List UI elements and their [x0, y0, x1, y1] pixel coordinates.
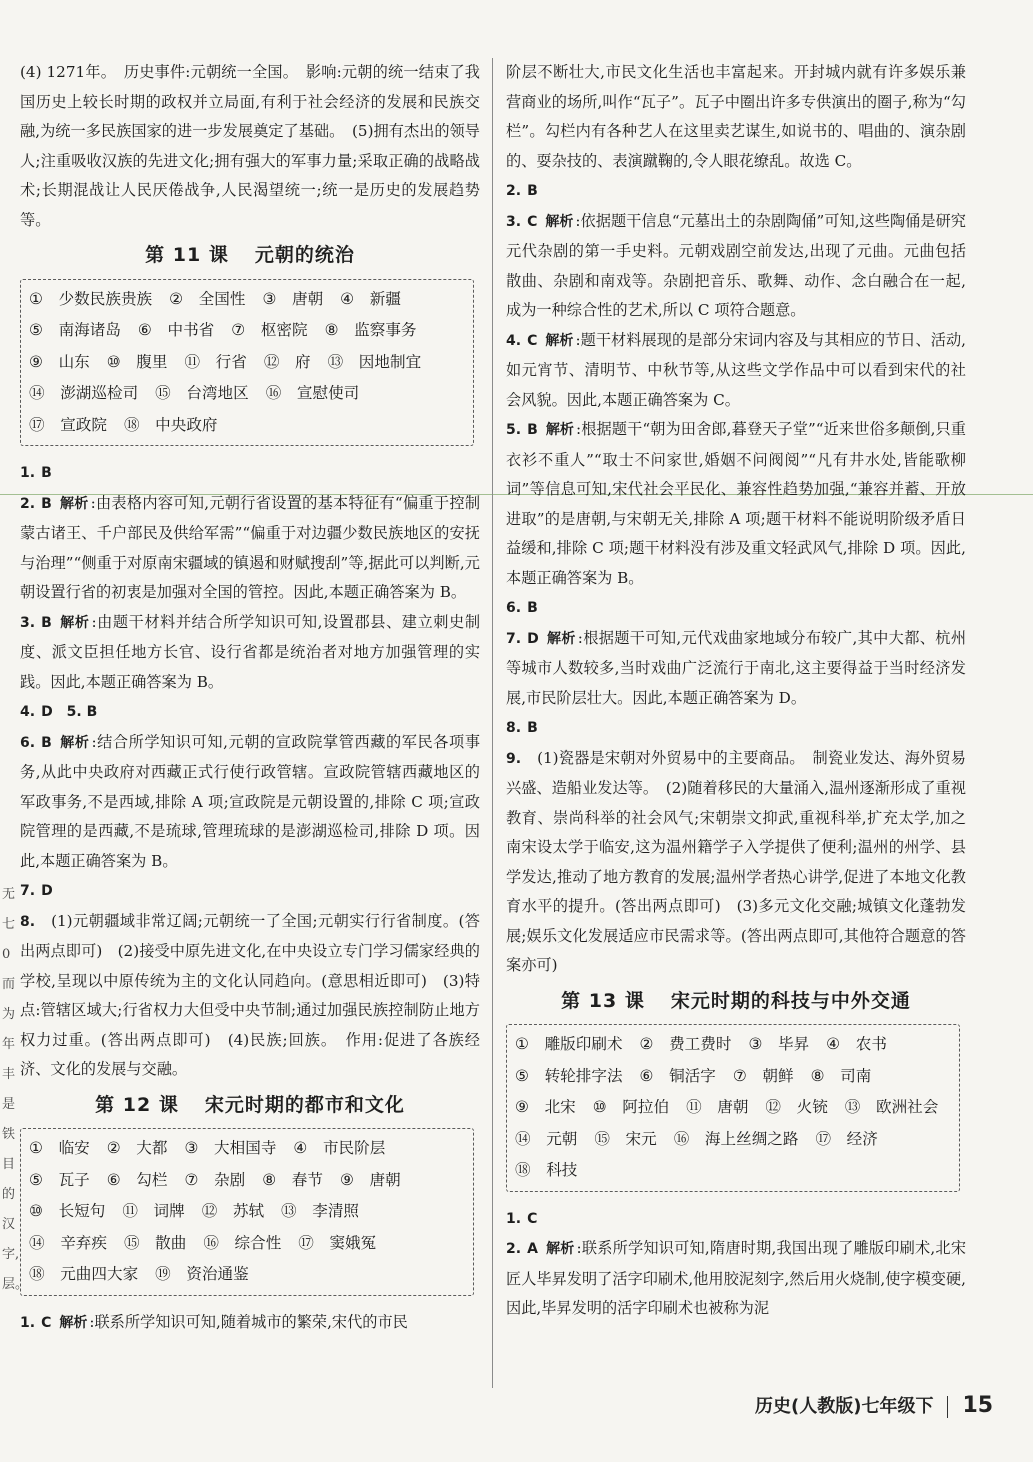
- keyword-item: ⑭ 辛弃疾: [29, 1233, 107, 1252]
- answer-tag: D: [41, 883, 53, 899]
- keyword-item: ⑱ 科技: [515, 1161, 578, 1179]
- margin-fragment: 是: [2, 1097, 16, 1112]
- answer-text: :由题干材料并结合所学知识可知,设置郡县、建立刺史制度、派文臣担任地方长官、设行省都是统治者对地方加强管理的实践。因此,本题正确答案为 B。: [20, 612, 481, 691]
- keyword-item: ⑪ 词牌: [122, 1202, 185, 1220]
- footer-separator: [947, 1396, 948, 1418]
- keyword-item: ⑮ 散曲: [123, 1233, 187, 1252]
- keyword-item: ⑤ 瓦子: [29, 1170, 90, 1189]
- answer-n: 3.: [20, 614, 36, 631]
- answer-n: 8.: [506, 720, 522, 736]
- left-column: [20, 58, 480, 1338]
- answer-n: 1.: [20, 465, 36, 481]
- keyword-item: ⑦ 枢密院: [231, 321, 308, 339]
- keyword-item: ⑦ 朝鲜: [732, 1066, 794, 1085]
- lesson-name: 宋元时期的都市和文化: [204, 1093, 405, 1116]
- answer-text: :根据题干“朝为田舍郎,暮登天子堂”“近来世俗多颠倒,只重衣衫不重人”“取士不问家世,婚姻不问阀阅”“凡有井水处,皆能歌柳词”等信息可知,宋代社会平民化、兼容性趋势加强,“兼容并蓄、开放进取”的是唐朝,与宋朝无关,排除 A 项;题干材料不能说明阶级矛盾日益缓和,排除 C 项;题干材料没有涉及重文轻武风气,排除 D 项。因此,本题正确答案为 B。: [506, 420, 966, 587]
- keyword-item: ⑪ 唐朝: [686, 1098, 749, 1116]
- answer-tag: B: [41, 465, 52, 481]
- lesson-name: 元朝的统治: [254, 244, 355, 266]
- keyword-item: ⑥ 中书省: [137, 321, 215, 339]
- answer-item: [506, 1204, 966, 1235]
- answer-item: [506, 593, 966, 624]
- answer-n: 7.: [20, 883, 36, 899]
- answer-item: [20, 697, 480, 728]
- answer-tag: B: [41, 495, 52, 512]
- answer-item: [20, 876, 480, 907]
- lesson-13-keywords: [506, 1024, 960, 1192]
- answer-jx: 解析: [546, 630, 576, 647]
- margin-fragment: 字,: [2, 1247, 20, 1262]
- answer-n: 1.: [506, 1210, 522, 1227]
- keyword-item: ① 雕版印刷术: [515, 1035, 623, 1053]
- lesson-12-keywords: [20, 1128, 474, 1296]
- page-footer: [755, 1392, 993, 1418]
- answer-tag: D 5. B: [41, 704, 98, 720]
- answer-n: 2.: [20, 495, 36, 512]
- keyword-item: ⑩ 阿拉伯: [592, 1098, 670, 1116]
- keyword-item: ⑯ 综合性: [203, 1233, 282, 1252]
- keyword-item: ⑥ 铜活字: [639, 1066, 716, 1085]
- margin-fragment: 的: [2, 1187, 16, 1202]
- answer-item: 1. C 解析 :联系所学知识可知,随着城市的繁荣,宋代的市民: [20, 1312, 408, 1331]
- answer-jx: 解析: [545, 422, 575, 438]
- keyword-item: ⑮ 台湾地区: [155, 384, 249, 402]
- margin-fragment: 而: [2, 977, 16, 992]
- answer-text: (1)元朝疆域非常辽阔;元朝统一了全国;元朝实行行省制度。(答出两点即可) (2)接受中原先进文化,在中央设立专门学习儒家经典的学校,呈现以中原传统为主的文化认同趋向。(意思相近即可) (3)特点:管辖区域大;行省权力大但受中央节制;通过加强民族控制防止地方权力过重。(答出两点即可) (4)民族;回族。 作用:促进了各族经济、文化的发展与交融。: [20, 911, 480, 1078]
- keyword-item: ① 临安: [29, 1139, 90, 1157]
- answer-n: 4.: [20, 704, 36, 720]
- keyword-item: ⑦ 杂剧: [184, 1170, 246, 1189]
- answer-text: :由表格内容可知,元朝行省设置的基本特征有“偏重于控制蒙古诸王、千户部民及供给军需”“偏重于对边疆少数民族地区的安抚与治理”“侧重于对原南宋疆域的镇遏和财赋搜刮”等,据此可以判断,元朝设置行省的初衷是加强对全国的管控。因此,本题正确答案为 B。: [20, 493, 481, 601]
- answer-n: 6.: [20, 734, 36, 751]
- answer-n: 6.: [506, 600, 522, 616]
- keyword-item: ⑭ 元朝: [515, 1129, 578, 1148]
- keyword-item: ② 全国性: [169, 289, 246, 308]
- keyword-item: ③ 唐朝: [262, 289, 324, 308]
- keyword-item: ② 大都: [106, 1139, 168, 1157]
- keyword-item: ⑯ 宣慰使司: [265, 384, 360, 402]
- keyword-item: ⑬ 欧洲社会: [844, 1098, 939, 1116]
- answer-jx: 解析: [59, 614, 90, 631]
- continuation-text: 阶层不断壮大,市民文化生活也丰富起来。开封城内就有许多娱乐兼营商业的场所,叫作“瓦子”。瓦子中圈出许多专供演出的圈子,称为“勾栏”。勾栏内有各种艺人在这里卖艺谋生,如说书的、唱曲的、演杂剧的、耍杂技的、表演蹴鞠的,令人眼花缭乱。故选 C。: [506, 63, 966, 170]
- margin-fragment: 七: [2, 917, 16, 932]
- answer-tag: C: [527, 1210, 538, 1227]
- margin-fragment: 0: [2, 947, 11, 962]
- keyword-item: ⑲ 资治通鉴: [155, 1265, 249, 1283]
- keyword-item: ⑧ 监察事务: [324, 321, 417, 339]
- page-number: 15: [962, 1393, 994, 1418]
- intro-answer: (4) 1271年。 历史事件:元朝统一全国。 影响:元朝的统一结束了我国历史上较长时期的政权并立局面,有利于社会经济的发展和民族交融,为统一多民族国家的进一步发展奠定了基础。 (5)拥有杰出的领导人;注重吸收汉族的先进文化;拥有强大的军事力量;采取正确的战略战术;长期混战让人民厌倦战争,人民渴望统一;统一是历史的发展趋势等。: [20, 63, 480, 229]
- keyword-item: ⑯ 海上丝绸之路: [673, 1129, 799, 1148]
- keyword-item: ④ 新疆: [340, 289, 401, 308]
- keyword-item: ⑭ 澎湖巡检司: [29, 384, 139, 402]
- keyword-item: ⑫ 火铳: [765, 1098, 828, 1116]
- right-column: [506, 58, 966, 1324]
- answer-text: :联系所学知识可知,隋唐时期,我国出现了雕版印刷术,北宋匠人毕昇发明了活字印刷术,他用胶泥刻字,然后用火烧制,使字模变硬,因此,毕昇发明的活字印刷术也被称为泥: [506, 1239, 967, 1317]
- keyword-item: ⑤ 转轮排字法: [515, 1066, 623, 1085]
- keyword-item: ⑰ 经济: [815, 1129, 878, 1148]
- keyword-item: ⑨ 山东: [29, 352, 90, 371]
- lesson-number: 第 13 课: [561, 989, 645, 1012]
- keyword-item: ⑰ 窦娥冤: [298, 1233, 377, 1252]
- keyword-item: ⑩ 腹里: [106, 352, 168, 371]
- answer-jx: 解析: [545, 213, 574, 230]
- keyword-item: ③ 大相国寺: [184, 1139, 277, 1157]
- answer-n: 8.: [20, 913, 36, 930]
- answer-jx: 解析: [59, 734, 90, 751]
- answer-n: 7.: [506, 630, 522, 647]
- keyword-item: ⑩ 长短句: [29, 1202, 106, 1220]
- margin-fragment: 无: [2, 887, 16, 902]
- keyword-item: ② 费工费时: [639, 1035, 732, 1053]
- lesson-11-keywords: [20, 279, 474, 447]
- lesson-number: 第 11 课: [145, 244, 229, 266]
- answer-tag: A: [527, 1241, 538, 1257]
- keyword-item: ⑪ 行省: [184, 352, 247, 371]
- answer-item: [506, 176, 966, 207]
- lesson-13-answers: [506, 1204, 966, 1324]
- answer-item: [20, 489, 480, 608]
- lesson-13-title: [506, 987, 966, 1017]
- answer-n: 9.: [506, 750, 522, 767]
- margin-fragment: 目: [2, 1157, 16, 1172]
- answer-item: [20, 608, 480, 698]
- answer-text: :依据题干信息“元墓出土的杂剧陶俑”可知,这些陶俑是研究元代杂剧的第一手史料。元朝戏剧空前发达,出现了元曲。元曲包括散曲、杂剧和南戏等。杂剧把音乐、歌舞、动作、念白融合在一起,成为一种综合性的艺术,所以 C 项符合题意。: [506, 211, 966, 319]
- answer-tag: B: [527, 600, 538, 616]
- answer-tag: B: [527, 422, 538, 438]
- answer-tag: B: [41, 734, 52, 751]
- answer-tag: B: [527, 183, 538, 199]
- keyword-item: ⑧ 春节: [262, 1170, 323, 1189]
- answer-n: 2.: [506, 183, 522, 199]
- answer-item: [20, 728, 480, 877]
- keyword-item: ⑫ 苏轼: [201, 1202, 265, 1220]
- keyword-item: ⑰ 宣政院: [29, 415, 107, 434]
- answer-item: [506, 713, 966, 744]
- answer-item: [506, 415, 966, 593]
- answer-item: [506, 326, 966, 416]
- answer-text: :根据题干可知,元代戏曲家地域分布较广,其中大都、杭州等城市人数较多,当时戏曲广泛流行于南北,这主要得益于当时经济发展,市民阶层壮大。因此,本题正确答案为 D。: [506, 628, 967, 707]
- answer-item: [20, 907, 480, 1085]
- keyword-item: ⑬ 因地制宜: [327, 352, 422, 371]
- margin-fragment: 铁: [2, 1127, 16, 1142]
- keyword-item: ① 少数民族贵族: [29, 289, 153, 308]
- keyword-item: ④ 市民阶层: [293, 1139, 386, 1157]
- lesson-11-title: [20, 241, 480, 271]
- lesson-name: 宋元时期的科技与中外交通: [670, 989, 911, 1012]
- answer-tag: D: [527, 630, 539, 647]
- answer-text: (1)瓷器是宋朝对外贸易中的主要商品。 制瓷业发达、海外贸易兴盛、造船业发达等。 (2)随着移民的大量涌入,温州逐渐形成了重视教育、崇尚科举的社会风气;宋朝崇文抑武,重视科举,扩充太学,加之南宋设太学于临安,这为温州籍学子入学提供了便利;温州的州学、县学发达,推动了地方教育的发展;温州学者热心讲学,促进了本地文化教育水平的提升。(答出两点即可) (3)多元文化交融;城镇文化蓬勃发展;娱乐文化发展适应市民需求等。(答出两点即可,其他符合题意的答案亦可): [506, 748, 966, 974]
- keyword-item: ⑤ 南海诸岛: [29, 321, 121, 339]
- answer-n: 3.: [506, 213, 522, 230]
- keyword-item: ⑨ 北宋: [515, 1098, 576, 1116]
- answer-tag: C: [527, 213, 538, 230]
- answer-n: 4.: [506, 332, 522, 349]
- lesson-number: 第 12 课: [95, 1093, 179, 1116]
- keyword-item: ⑨ 唐朝: [339, 1170, 401, 1189]
- answer-jx: 解析: [545, 332, 574, 349]
- answer-text: :题干材料展现的是部分宋词内容及与其相应的节日、活动,如元宵节、清明节、中秋节等,从这些文学作品中可以看到宋代的社会风貌。因此,本题正确答案为 C。: [506, 330, 966, 409]
- answer-item: [506, 1234, 966, 1324]
- answer-tag: C: [527, 332, 538, 349]
- margin-fragment: 为: [2, 1007, 16, 1022]
- answer-item: [506, 744, 966, 981]
- answer-tag: B: [41, 614, 52, 631]
- margin-fragment: 层。: [2, 1277, 29, 1292]
- lesson-11-answers: [20, 458, 480, 1085]
- column-divider: [492, 58, 493, 1388]
- answer-jx: 解析: [545, 1241, 575, 1257]
- keyword-item: ⑱ 中央政府: [123, 415, 218, 434]
- answer-item: [20, 458, 480, 489]
- margin-fragment: 汉: [2, 1217, 16, 1232]
- keyword-item: ⑱ 元曲四大家: [29, 1265, 139, 1283]
- keyword-item: ⑬ 李清照: [281, 1202, 360, 1220]
- answer-text: :结合所学知识可知,元朝的宣政院掌管西藏的军民各项事务,从此中央政府对西藏正式行使行政管辖。宣政院管辖西藏地区的军政事务,不是西域,排除 A 项;宣政院是元朝设置的,排除 C 项;宣政院管理的是西藏,不是琉球,管理琉球的是澎湖巡检司,排除 D 项。因此,本题正确答案为 B。: [20, 732, 481, 870]
- keyword-item: ④ 农书: [826, 1035, 887, 1053]
- answer-tag: B: [527, 720, 538, 736]
- answer-jx: 解析: [59, 495, 89, 512]
- margin-fragment: 年: [2, 1037, 16, 1052]
- answer-n: 2.: [506, 1241, 522, 1257]
- margin-fragment: 丰: [2, 1067, 16, 1082]
- keyword-item: ⑮ 宋元: [594, 1129, 657, 1148]
- keyword-item: ③ 毕昇: [748, 1035, 810, 1053]
- answer-item: [506, 207, 966, 326]
- answer-n: 5.: [506, 422, 522, 438]
- answer-item: [506, 624, 966, 714]
- keyword-item: ⑧ 司南: [810, 1066, 872, 1085]
- lesson-12-title: [20, 1091, 480, 1121]
- keyword-item: ⑥ 勾栏: [106, 1170, 168, 1189]
- lesson-12-answers: [506, 176, 966, 981]
- book-title: 历史(人教版)七年级下: [755, 1396, 934, 1417]
- keyword-item: ⑫ 府: [263, 352, 311, 371]
